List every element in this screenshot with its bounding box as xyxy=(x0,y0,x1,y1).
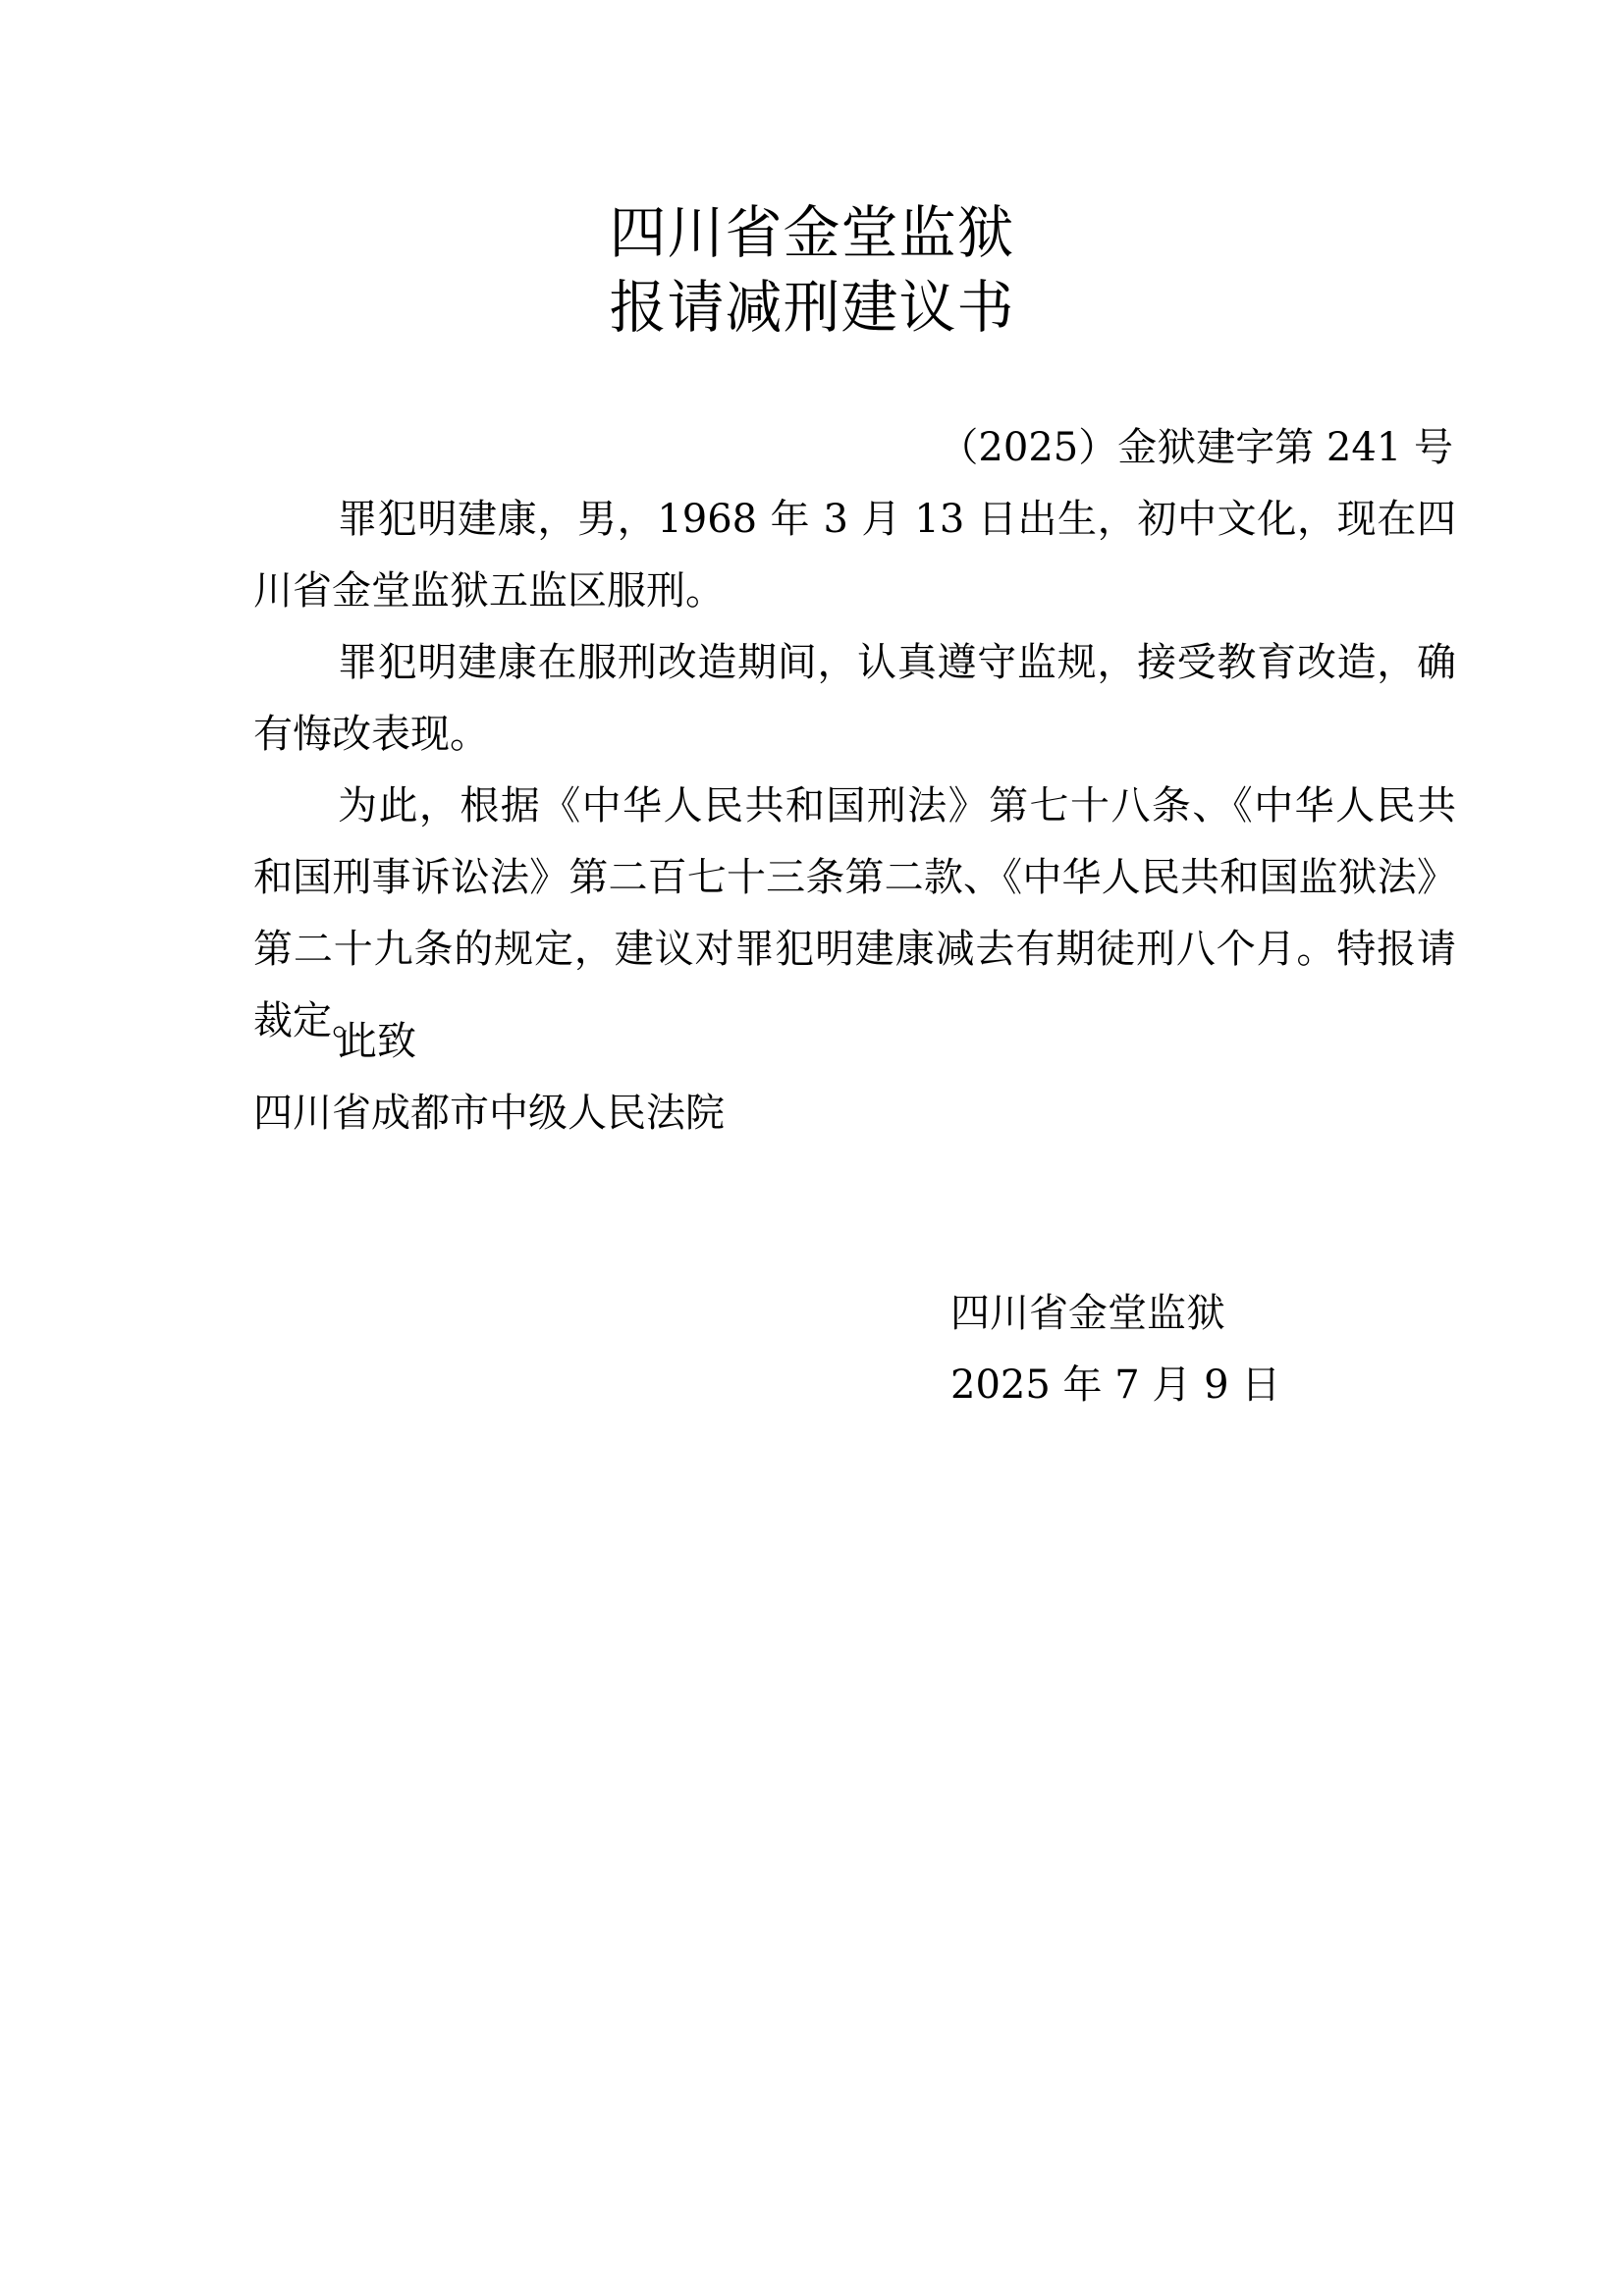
paragraph-text: 为此，根据《中华人民共和国刑法》第七十八条、《中华人民共和国刑事诉讼法》第二百七十三条第二款、《中华人民共和国监狱法》第二十九条的规定，建议对罪犯明建康减去有期徒刑八个月。特报请裁定。 xyxy=(253,783,1456,1043)
document-number: （2025）金狱建字第 241 号 xyxy=(939,425,1453,470)
paragraph-behavior xyxy=(253,627,1456,771)
paragraph-text: 罪犯明建康，男，1968 年 3 月 13 日出生，初中文化，现在四川省金堂监狱五监区服刑。 xyxy=(253,497,1456,614)
recipient: 四川省成都市中级人民法院 xyxy=(253,1091,725,1136)
greeting: 此致 xyxy=(338,1019,416,1064)
paragraph-text: 罪犯明建康在服刑改造期间，认真遵守监规，接受教育改造，确有悔改表现。 xyxy=(253,640,1456,757)
signature-organization: 四川省金堂监狱 xyxy=(950,1291,1225,1336)
paragraph-legal-basis xyxy=(253,771,1456,1057)
signature-date: 2025 年 7 月 9 日 xyxy=(950,1362,1281,1408)
document-title-line2: 报请减刑建议书 xyxy=(609,274,1015,341)
document-title-line1: 四川省金堂监狱 xyxy=(609,199,1015,266)
paragraph-prisoner-info xyxy=(253,484,1456,627)
